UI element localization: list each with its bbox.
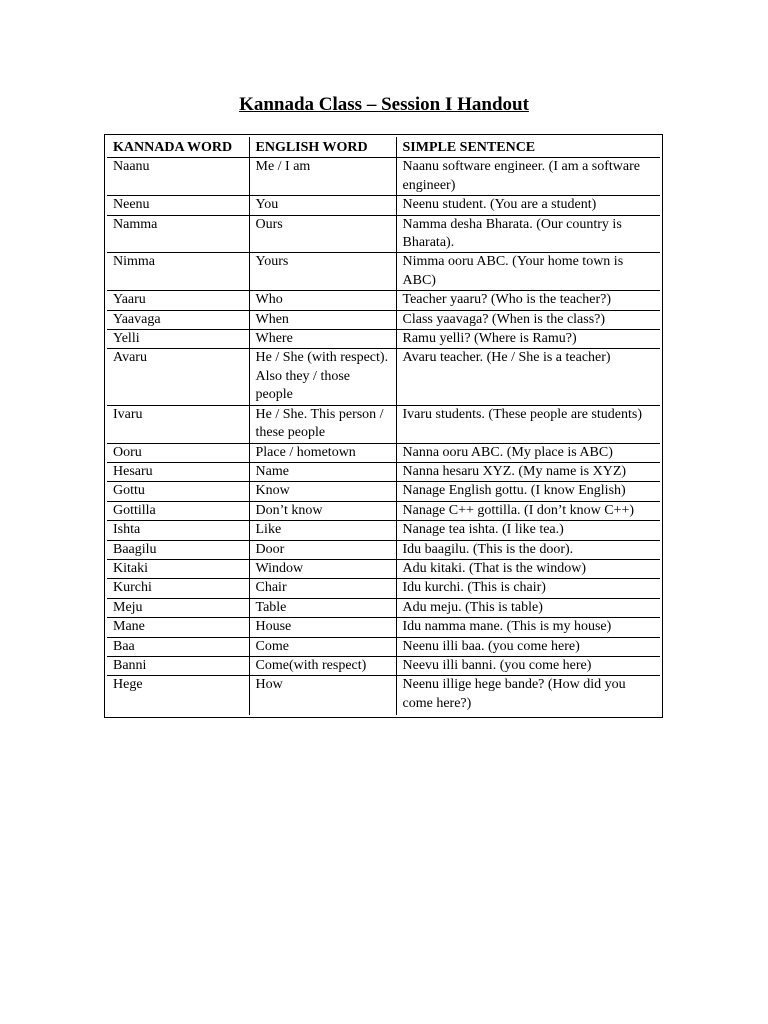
table-row bbox=[107, 540, 660, 559]
simple-sentence-cell: Nanna ooru ABC. (My place is ABC) bbox=[396, 443, 660, 462]
english-word-cell: Where bbox=[249, 330, 396, 349]
english-word-cell: Don’t know bbox=[249, 501, 396, 520]
english-word-cell: Me / I am bbox=[249, 158, 396, 196]
simple-sentence-cell: Naanu software engineer. (I am a software engineer) bbox=[396, 158, 660, 196]
table-row bbox=[107, 482, 660, 501]
kannada-word-cell: Nimma bbox=[107, 253, 249, 291]
kannada-word-cell: Hege bbox=[107, 676, 249, 715]
table-row bbox=[107, 405, 660, 443]
english-word-cell: Window bbox=[249, 559, 396, 578]
kannada-word-cell: Baa bbox=[107, 637, 249, 656]
simple-sentence-cell: Avaru teacher. (He / She is a teacher) bbox=[396, 349, 660, 405]
table-row bbox=[107, 676, 660, 715]
english-word-cell: Ours bbox=[249, 215, 396, 253]
simple-sentence-cell: Neevu illi banni. (you come here) bbox=[396, 656, 660, 675]
kannada-word-cell: Banni bbox=[107, 656, 249, 675]
table-row bbox=[107, 559, 660, 578]
table-row bbox=[107, 521, 660, 540]
kannada-word-cell: Naanu bbox=[107, 158, 249, 196]
simple-sentence-cell: Ivaru students. (These people are students) bbox=[396, 405, 660, 443]
table-row bbox=[107, 196, 660, 215]
english-word-cell: House bbox=[249, 618, 396, 637]
kannada-word-cell: Mane bbox=[107, 618, 249, 637]
kannada-word-cell: Hesaru bbox=[107, 462, 249, 481]
english-word-cell: When bbox=[249, 310, 396, 329]
english-word-cell: Name bbox=[249, 462, 396, 481]
kannada-word-cell: Namma bbox=[107, 215, 249, 253]
table-row bbox=[107, 349, 660, 405]
english-word-cell: Come bbox=[249, 637, 396, 656]
simple-sentence-cell: Class yaavaga? (When is the class?) bbox=[396, 310, 660, 329]
table-header-row bbox=[107, 137, 660, 158]
kannada-word-cell: Ooru bbox=[107, 443, 249, 462]
english-word-cell: You bbox=[249, 196, 396, 215]
english-word-cell: He / She (with respect). Also they / those people bbox=[249, 349, 396, 405]
kannada-word-cell: Gottu bbox=[107, 482, 249, 501]
english-word-cell: Come(with respect) bbox=[249, 656, 396, 675]
english-word-cell: Yours bbox=[249, 253, 396, 291]
table-row bbox=[107, 291, 660, 310]
table-row bbox=[107, 215, 660, 253]
english-word-cell: Know bbox=[249, 482, 396, 501]
table-row bbox=[107, 443, 660, 462]
kannada-word-cell: Kurchi bbox=[107, 579, 249, 598]
kannada-word-cell: Yelli bbox=[107, 330, 249, 349]
kannada-word-cell: Avaru bbox=[107, 349, 249, 405]
simple-sentence-cell: Nanage tea ishta. (I like tea.) bbox=[396, 521, 660, 540]
table-row bbox=[107, 330, 660, 349]
simple-sentence-cell: Teacher yaaru? (Who is the teacher?) bbox=[396, 291, 660, 310]
english-word-cell: Door bbox=[249, 540, 396, 559]
table-row bbox=[107, 310, 660, 329]
kannada-word-cell: Kitaki bbox=[107, 559, 249, 578]
header-english-word: ENGLISH WORD bbox=[249, 137, 396, 158]
kannada-word-cell: Neenu bbox=[107, 196, 249, 215]
kannada-word-cell: Ivaru bbox=[107, 405, 249, 443]
simple-sentence-cell: Nanage C++ gottilla. (I don’t know C++) bbox=[396, 501, 660, 520]
kannada-word-cell: Meju bbox=[107, 598, 249, 617]
header-simple-sentence: SIMPLE SENTENCE bbox=[396, 137, 660, 158]
simple-sentence-cell: Namma desha Bharata. (Our country is Bharata). bbox=[396, 215, 660, 253]
header-kannada-word: KANNADA WORD bbox=[107, 137, 249, 158]
simple-sentence-cell: Adu meju. (This is table) bbox=[396, 598, 660, 617]
simple-sentence-cell: Idu baagilu. (This is the door). bbox=[396, 540, 660, 559]
english-word-cell: How bbox=[249, 676, 396, 715]
simple-sentence-cell: Idu kurchi. (This is chair) bbox=[396, 579, 660, 598]
table-row bbox=[107, 501, 660, 520]
english-word-cell: He / She. This person / these people bbox=[249, 405, 396, 443]
simple-sentence-cell: Adu kitaki. (That is the window) bbox=[396, 559, 660, 578]
table-row bbox=[107, 618, 660, 637]
simple-sentence-cell: Nimma ooru ABC. (Your home town is ABC) bbox=[396, 253, 660, 291]
kannada-word-cell: Yaavaga bbox=[107, 310, 249, 329]
kannada-word-cell: Ishta bbox=[107, 521, 249, 540]
vocabulary-table bbox=[104, 134, 663, 718]
table-row bbox=[107, 656, 660, 675]
simple-sentence-cell: Ramu yelli? (Where is Ramu?) bbox=[396, 330, 660, 349]
table-row bbox=[107, 253, 660, 291]
english-word-cell: Like bbox=[249, 521, 396, 540]
simple-sentence-cell: Nanage English gottu. (I know English) bbox=[396, 482, 660, 501]
table-row bbox=[107, 158, 660, 196]
page-title: Kannada Class – Session I Handout bbox=[239, 94, 529, 115]
kannada-word-cell: Baagilu bbox=[107, 540, 249, 559]
kannada-word-cell: Gottilla bbox=[107, 501, 249, 520]
simple-sentence-cell: Idu namma mane. (This is my house) bbox=[396, 618, 660, 637]
kannada-word-cell: Yaaru bbox=[107, 291, 249, 310]
table-row bbox=[107, 462, 660, 481]
table-row bbox=[107, 598, 660, 617]
english-word-cell: Chair bbox=[249, 579, 396, 598]
english-word-cell: Place / hometown bbox=[249, 443, 396, 462]
table-row bbox=[107, 637, 660, 656]
english-word-cell: Table bbox=[249, 598, 396, 617]
simple-sentence-cell: Neenu illi baa. (you come here) bbox=[396, 637, 660, 656]
table-row bbox=[107, 579, 660, 598]
simple-sentence-cell: Neenu student. (You are a student) bbox=[396, 196, 660, 215]
english-word-cell: Who bbox=[249, 291, 396, 310]
simple-sentence-cell: Nanna hesaru XYZ. (My name is XYZ) bbox=[396, 462, 660, 481]
simple-sentence-cell: Neenu illige hege bande? (How did you come here?) bbox=[396, 676, 660, 715]
